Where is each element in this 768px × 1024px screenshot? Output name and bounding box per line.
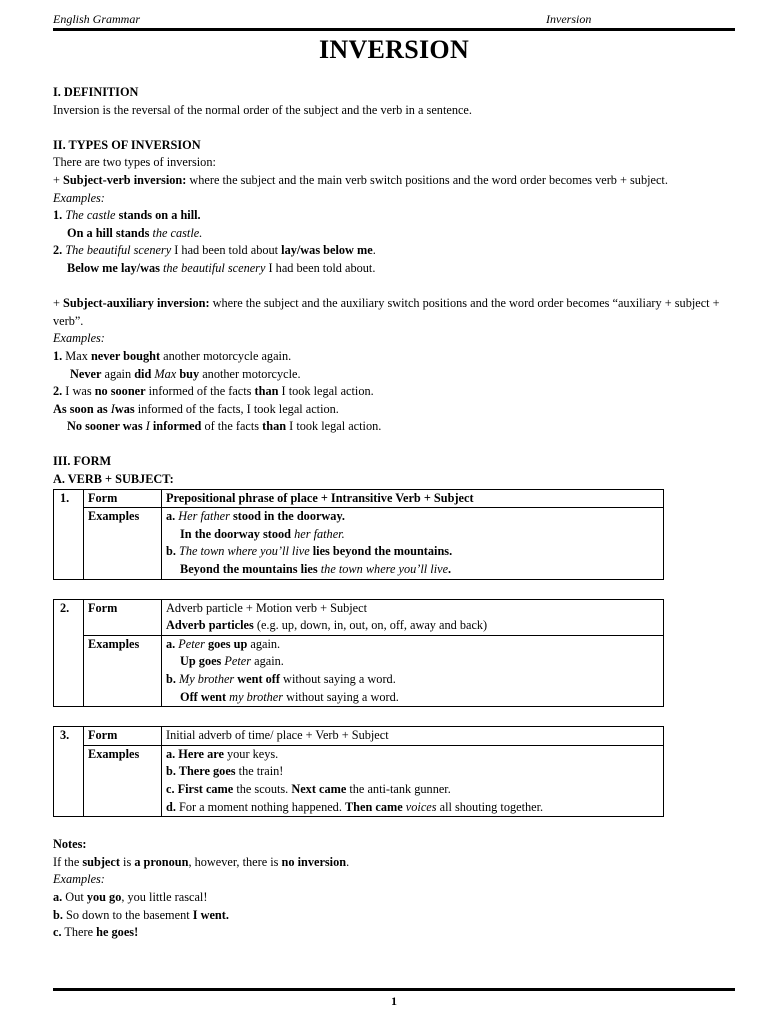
notes-example-b: b. So down to the basement I went. (53, 907, 229, 922)
table-row (54, 489, 664, 508)
sai-example-2b: As soon as Iwas informed of the facts, I took legal action. (53, 401, 339, 416)
examples-cell: a. Peter goes up again. Up goes Peter again. b. My brother went off without saying a word. Off went my brother without saying a word. (162, 635, 664, 706)
header-right: Inversion (546, 12, 592, 26)
examples-label: Examples (84, 635, 162, 706)
sai-example-1b: Never again did Max buy another motorcycle. (70, 366, 301, 381)
notes-text: If the subject is a pronoun, however, there is no inversion. (53, 854, 350, 869)
svi-example-2a: 2. The beautiful scenery I had been told about lay/was below me. (53, 243, 376, 258)
running-header (53, 12, 735, 28)
svi-example-2b: Below me lay/was the beautiful scenery I had been told about. (67, 260, 376, 275)
examples-cell: a. Here are your keys. b. There goes the train! c. First came the scouts. Next came the anti-tank gunner. d. For a moment nothing happened. Then came voices all shouting together. (162, 745, 664, 816)
table-row (54, 745, 664, 816)
form-table-1 (53, 489, 664, 580)
table-number: 2. (54, 599, 84, 707)
svi-examples-label: Examples: (53, 190, 105, 205)
section-heading-definition: I. DEFINITION (53, 85, 139, 99)
form-label: Form (84, 727, 162, 746)
footer-rule (53, 988, 735, 991)
section-heading-form: III. FORM (53, 454, 112, 469)
sai-example-2c: No sooner was I informed of the facts than I took legal action. (67, 419, 382, 434)
notes-example-c: c. There he goes! (53, 925, 139, 940)
sai-example-1a: 1. Max never bought another motorcycle again. (53, 348, 292, 363)
subsection-verb-subject: A. VERB + SUBJECT: (53, 472, 174, 487)
section-heading-types: II. TYPES OF INVERSION (53, 137, 201, 152)
table-number: 3. (54, 727, 84, 817)
types-intro: There are two types of inversion: (53, 155, 216, 170)
page-number: 1 (391, 994, 397, 1008)
sai-examples-label: Examples: (53, 331, 105, 346)
page-title: INVERSION (318, 35, 470, 64)
form-table-2 (53, 599, 664, 708)
document-page (53, 0, 735, 1024)
form-table-3 (53, 726, 664, 817)
examples-label: Examples (84, 508, 162, 579)
examples-cell: a. Her father stood in the doorway. In the doorway stood her father. b. The town where you’ll live lies beyond the mountains. Beyond the mountains lies the town where you’ll live. (162, 508, 664, 579)
notes-examples-label: Examples: (53, 872, 105, 887)
header-rule (53, 28, 735, 31)
svi-example-1a: 1. The castle stands on a hill. (53, 208, 201, 223)
document-body (53, 84, 735, 942)
form-label: Form (84, 599, 162, 635)
form-cell: Prepositional phrase of place + Intransitive Verb + Subject (162, 489, 664, 508)
table-row (54, 635, 664, 706)
form-label: Form (84, 489, 162, 508)
examples-label: Examples (84, 745, 162, 816)
form-cell: Initial adverb of time/ place + Verb + Subject (162, 727, 664, 746)
table-row (54, 508, 664, 579)
table-number: 1. (54, 489, 84, 579)
definition-text: Inversion is the reversal of the normal order of the subject and the verb in a sentence. (53, 102, 472, 117)
svi-example-1b: On a hill stands the castle. (67, 225, 203, 240)
table-row (54, 599, 664, 635)
form-cell: Adverb particle + Motion verb + Subject Adverb particles (e.g. up, down, in, out, on, off, away and back) (162, 599, 664, 635)
notes-example-a: a. Out you go, you little rascal! (53, 889, 208, 904)
table-row (54, 727, 664, 746)
header-left: English Grammar (53, 12, 141, 26)
svi-definition: + Subject-verb inversion: where the subject and the main verb switch positions and the word order becomes verb + subject. (53, 172, 668, 187)
sai-definition: + Subject-auxiliary inversion: where the subject and the auxiliary switch positions and the word order becomes “auxiliary + subject + verb”. (53, 296, 720, 328)
notes-heading: Notes: (53, 837, 87, 852)
sai-example-2a: 2. I was no sooner informed of the facts than I took legal action. (53, 384, 374, 399)
